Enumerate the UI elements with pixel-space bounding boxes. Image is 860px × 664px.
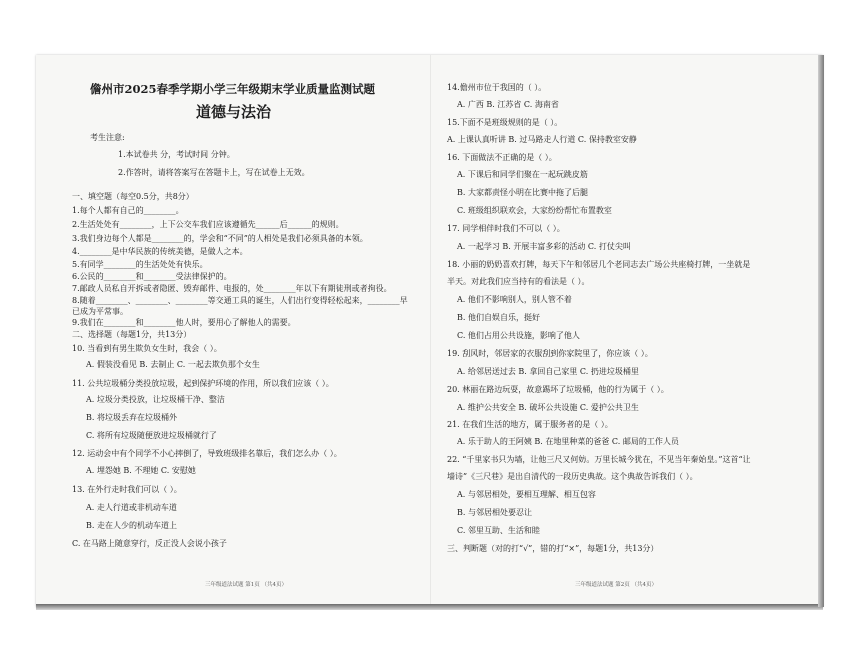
question-5: 5.有同学________的生活处处有快乐。 <box>72 260 208 269</box>
question-17-options: A. 一起学习 B. 开展丰富多彩的活动 C. 打仗尖叫 <box>457 242 631 251</box>
notice-item-1: 1.本试卷共 分，考试时间 分钟。 <box>118 150 235 159</box>
question-16: 16. 下面做法不正确的是（ ）。 <box>447 153 557 162</box>
question-16-option-b: B. 大家都责怪小明在比赛中拖了后腿 <box>457 188 588 197</box>
question-2: 2.生活处处有________，上下公交车我们应该遵循先______后______的规则。 <box>72 220 344 229</box>
question-15-options: A. 上课认真听讲 B. 过马路走人行道 C. 保持教室安静 <box>447 135 637 144</box>
question-18-cont: 半天。对此我们应当持有的看法是（ ）。 <box>447 277 590 286</box>
question-11-option-a: A. 垃圾分类投放，让垃圾桶干净、整洁 <box>86 395 225 404</box>
question-9: 9.我们在________和________他人时，要用心了解他人的需要。 <box>72 318 296 327</box>
question-1: 1.每个人都有自己的________。 <box>72 206 184 215</box>
notice-item-2: 2.作答时，请将答案写在答题卡上，写在试卷上无效。 <box>118 168 310 177</box>
section-1-heading: 一、填空题（每空0.5分，共8分） <box>72 192 194 201</box>
question-18: 18. 小丽的奶奶喜欢打牌，每天下午和邻居几个老同志去广场公共座椅打牌，一坐就是 <box>447 260 751 269</box>
paper-shadow-right <box>818 55 824 607</box>
question-12: 12. 运动会中有个同学不小心摔倒了，导致班级排名靠后，我们怎么办（ ）。 <box>72 449 342 458</box>
question-14-options: A. 广西 B. 江苏省 C. 海南省 <box>457 100 559 109</box>
question-14: 14.儋州市位于我国的（ ）。 <box>447 83 547 92</box>
question-18-option-c: C. 他们占用公共设施，影响了他人 <box>457 331 580 340</box>
question-20: 20. 林丽在路边玩耍，故意踢坏了垃圾桶，他的行为属于（ ）。 <box>447 385 669 394</box>
question-20-options: A. 维护公共安全 B. 破坏公共设施 C. 爱护公共卫生 <box>457 403 639 412</box>
question-16-option-a: A. 下课后和同学们聚在一起玩跳皮筋 <box>457 170 588 179</box>
paper-shadow-bottom <box>36 604 823 610</box>
notice-heading: 考生注意: <box>90 133 125 142</box>
question-22: 22. “千里家书只为墙，让他三尺又何妨。万里长城今犹在，不见当年秦始皇。”这首“让 <box>447 455 751 464</box>
section-3-heading: 三、判断题（对的打“√”，错的打“×”，每题1分，共13分） <box>447 544 659 553</box>
question-22-option-b: B. 与邻居相处要忍让 <box>457 508 532 517</box>
question-19-options: A. 给邻居送过去 B. 拿回自己家里 C. 扔进垃圾桶里 <box>457 367 639 376</box>
page-footer-1: 三年级道法试题 第1页 （共4页） <box>205 582 287 588</box>
question-6: 6.公民的________和________受法律保护的。 <box>72 272 232 281</box>
question-13-option-a: A. 走人行道或非机动车道 <box>86 503 177 512</box>
question-17: 17. 同学相伴时我们不可以（ ）。 <box>447 224 565 233</box>
question-15: 15.下面不是班级规则的是（ ）。 <box>447 118 563 127</box>
question-22-cont: 墙诗”《三尺巷》是出自清代的一段历史典故。这个典故告诉我们（ ）。 <box>447 472 698 481</box>
question-3: 3.我们身边每个人都是________的，学会和“不同”的人相处是我们必须具备的本领。 <box>72 234 368 243</box>
question-21-options: A. 乐于助人的王阿姨 B. 在地里种菜的爸爸 C. 邮局的工作人员 <box>457 437 679 446</box>
question-16-option-c: C. 班级组织联欢会，大家纷纷帮忙布置教室 <box>457 206 612 215</box>
question-8-cont: 已成为平常事。 <box>72 307 128 316</box>
page-footer-2: 三年级道法试题 第2页 （共4页） <box>575 582 657 588</box>
question-13: 13. 在外行走时我们可以（ ）。 <box>72 485 182 494</box>
exam-subject: 道德与法治 <box>196 103 272 121</box>
question-21: 21. 在我们生活的地方，属于服务者的是（ ）。 <box>447 420 613 429</box>
question-10-options: A. 假装没看见 B. 去制止 C. 一起去欺负那个女生 <box>86 360 260 369</box>
page-fold <box>430 55 431 607</box>
question-7: 7.邮政人员私自开拆或者隐匿、毁弃邮件、电报的，处________年以下有期徒刑或者拘役。 <box>72 284 392 293</box>
question-11-option-c: C. 将所有垃圾随便放进垃圾桶就行了 <box>86 431 217 440</box>
question-11: 11. 公共垃圾桶分类投放垃圾，起到保护环境的作用，所以我们应该（ ）。 <box>72 379 334 388</box>
question-12-options: A. 埋怨她 B. 不理她 C. 安慰她 <box>86 466 196 475</box>
question-13-option-b: B. 走在人少的机动车道上 <box>86 521 177 530</box>
question-22-option-a: A. 与邻居相处，要相互理解、相互包容 <box>457 490 596 499</box>
question-18-option-a: A. 他们不影响别人，别人管不着 <box>457 295 572 304</box>
question-13-option-c: C. 在马路上随意穿行，反正没人会说小孩子 <box>72 539 227 548</box>
question-18-option-b: B. 他们自娱自乐，挺好 <box>457 313 540 322</box>
question-11-option-b: B. 将垃圾丢弃在垃圾桶外 <box>86 413 177 422</box>
question-8: 8.随着________、________、________等交通工具的诞生，人们出行变得轻松起来，________早 <box>72 296 408 305</box>
question-22-option-c: C. 邻里互助、生活和睦 <box>457 526 540 535</box>
question-10: 10. 当看到有男生欺负女生时，我会（ ）。 <box>72 344 222 353</box>
section-2-heading: 二、选择题（每题1分，共13分） <box>72 330 192 339</box>
exam-title: 儋州市2025春季学期小学三年级期末学业质量监测试题 <box>90 82 376 96</box>
question-4: 4.________是中华民族的传统美德，是做人之本。 <box>72 247 248 256</box>
question-19: 19. 刮风时，邻居家的衣服刮到你家院里了，你应该（ ）。 <box>447 349 653 358</box>
